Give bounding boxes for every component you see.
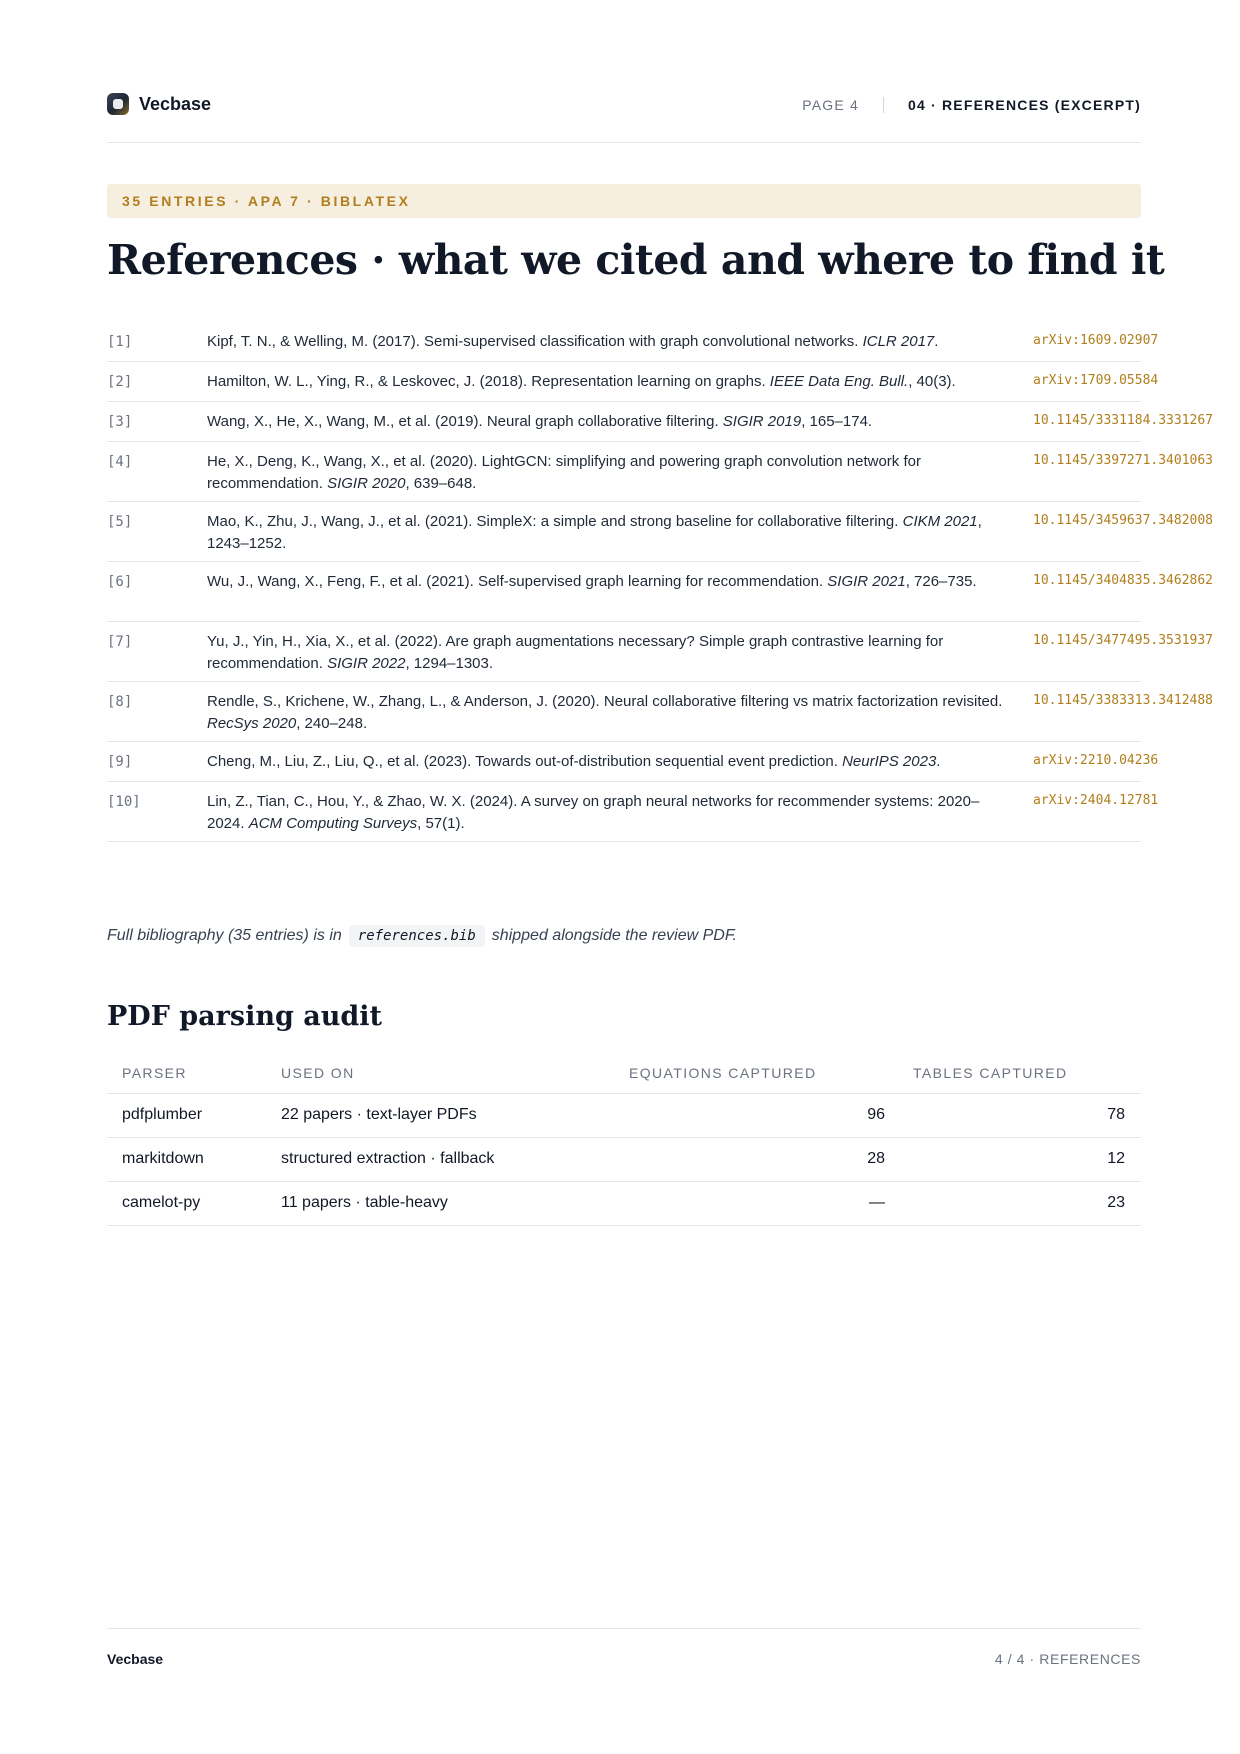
reference-number: [6]: [107, 574, 133, 590]
citation-text: Hamilton, W. L., Ying, R., & Leskovec, J. (2018). Representation learning on graphs.: [207, 373, 770, 390]
reference-number: [1]: [107, 334, 133, 350]
reference-citation: [207, 511, 1007, 555]
bibliography-note: [107, 925, 737, 947]
col-header-used-on: USED ON: [281, 1065, 355, 1081]
reference-link[interactable]: arXiv:2404.12781: [1033, 793, 1159, 808]
reference-citation: [207, 691, 1007, 735]
reference-item: [107, 322, 1159, 362]
reference-number: [7]: [107, 634, 133, 650]
reference-number: [5]: [107, 514, 133, 530]
citation-venue: RecSys 2020: [207, 715, 297, 732]
citation-text: Mao, K., Zhu, J., Wang, J., et al. (2021). SimpleX: a simple and strong baseline for collaborative filtering.: [207, 513, 903, 530]
reference-item: [107, 562, 1214, 622]
reference-item: [107, 502, 1214, 562]
col-header-equations: EQUATIONS CAPTURED: [629, 1065, 817, 1081]
kicker-banner: [107, 184, 1141, 218]
reference-link[interactable]: 10.1145/3459637.3482008: [1033, 513, 1214, 528]
reference-link[interactable]: 10.1145/3404835.3462862: [1033, 573, 1214, 588]
page-title: References · what we cited and where to find it: [107, 236, 1165, 284]
col-header-parser: PARSER: [122, 1065, 187, 1081]
reference-item: [107, 682, 1214, 742]
reference-number: [2]: [107, 374, 133, 390]
citation-pages: , 1294–1303.: [405, 655, 494, 672]
citation-venue: SIGIR 2020: [327, 475, 406, 492]
tables-cell: 78: [1107, 1106, 1125, 1123]
citation-pages: , 1243–1252.: [207, 513, 982, 552]
tables-cell: 23: [1107, 1194, 1125, 1211]
citation-text: Yu, J., Yin, H., Xia, X., et al. (2022). Are graph augmentations necessary? Simple graph contrastive learning for recommendation.: [207, 633, 944, 672]
footer-brand: Vecbase: [107, 1651, 164, 1667]
equations-cell: —: [869, 1194, 885, 1211]
citation-text: He, X., Deng, K., Wang, X., et al. (2020). LightGCN: simplifying and powering graph convolution network for recommendation.: [207, 453, 921, 492]
parser-cell: camelot-py: [122, 1194, 201, 1211]
reference-link[interactable]: arXiv:1709.05584: [1033, 373, 1159, 388]
citation-venue: ACM Computing Surveys: [248, 815, 418, 832]
reference-citation: [207, 791, 1007, 835]
used-on-cell: 22 papers · text-layer PDFs: [281, 1106, 477, 1123]
citation-text: Cheng, M., Liu, Z., Liu, Q., et al. (2023). Towards out-of-distribution sequential event prediction.: [207, 753, 843, 770]
reference-citation: [207, 571, 1007, 593]
reference-number: [9]: [107, 754, 133, 770]
reference-list: [107, 322, 1214, 842]
footer-page-info: 4 / 4 · REFERENCES: [994, 1651, 1141, 1667]
citation-pages: , 240–248.: [296, 715, 368, 732]
reference-number: [10]: [107, 794, 141, 810]
equations-cell: 96: [867, 1106, 885, 1123]
citation-text: Kipf, T. N., & Welling, M. (2017). Semi-supervised classification with graph convolutional networks.: [207, 333, 863, 350]
reference-item: [107, 402, 1214, 442]
parser-cell: pdfplumber: [122, 1106, 203, 1123]
audit-table: [107, 1050, 1141, 1226]
reference-citation: [207, 411, 1007, 433]
reference-citation: [207, 371, 1007, 393]
citation-text: Wang, X., He, X., Wang, M., et al. (2019). Neural graph collaborative filtering.: [207, 413, 723, 430]
reference-item: [107, 442, 1214, 502]
tables-cell: 12: [1107, 1150, 1125, 1167]
header-meta: [802, 97, 1141, 113]
citation-venue: NeurIPS 2023: [842, 753, 937, 770]
reference-link[interactable]: 10.1145/3477495.3531937: [1033, 633, 1214, 648]
parser-cell: markitdown: [122, 1150, 204, 1167]
audit-table-body: [107, 1094, 1141, 1226]
citation-text: Lin, Z., Tian, C., Hou, Y., & Zhao, W. X. (2024). A survey on graph neural networks for recommender systems: 2020–2024.: [207, 793, 980, 832]
audit-heading: PDF parsing audit: [107, 1001, 382, 1032]
page-label: PAGE 4: [802, 97, 859, 113]
reference-item: [107, 622, 1214, 682]
note-text-after: shipped alongside the review PDF.: [491, 927, 737, 944]
page-header: [107, 90, 1141, 143]
section-label: 04 · REFERENCES (EXCERPT): [907, 97, 1141, 113]
logo-icon: [107, 93, 129, 115]
citation-venue: CIKM 2021: [902, 513, 978, 530]
citation-pages: , 726–735.: [905, 573, 977, 590]
brand-name: Vecbase: [139, 93, 212, 114]
reference-citation: [207, 631, 1007, 675]
reference-citation: [207, 331, 1007, 353]
reference-number: [4]: [107, 454, 133, 470]
reference-link[interactable]: 10.1145/3331184.3331267: [1033, 413, 1214, 428]
citation-venue: SIGIR 2019: [722, 413, 802, 430]
kicker-text: 35 ENTRIES · APA 7 · BIBLATEX: [122, 193, 411, 209]
citation-pages: , 165–174.: [801, 413, 873, 430]
used-on-cell: 11 papers · table-heavy: [281, 1194, 448, 1211]
table-row: [107, 1094, 1141, 1138]
reference-number: [3]: [107, 414, 133, 430]
citation-pages: .: [936, 753, 941, 770]
reference-link[interactable]: arXiv:1609.02907: [1033, 333, 1159, 348]
citation-pages: , 57(1).: [417, 815, 465, 832]
citation-text: Rendle, S., Krichene, W., Zhang, L., & Anderson, J. (2020). Neural collaborative filtering vs matrix factorization revisited.: [207, 693, 1003, 710]
citation-venue: SIGIR 2022: [327, 655, 406, 672]
table-row: [107, 1182, 1141, 1226]
equations-cell: 28: [867, 1150, 885, 1167]
citation-text: Wu, J., Wang, X., Feng, F., et al. (2021). Self-supervised graph learning for recommendation.: [207, 573, 828, 590]
citation-pages: , 639–648.: [405, 475, 477, 492]
reference-item: [107, 742, 1159, 782]
reference-link[interactable]: 10.1145/3397271.3401063: [1033, 453, 1214, 468]
used-on-cell: structured extraction · fallback: [281, 1150, 495, 1167]
page-footer: [107, 1628, 1141, 1679]
reference-item: [107, 362, 1159, 402]
brand: [107, 93, 211, 115]
reference-number: [8]: [107, 694, 133, 710]
col-header-tables: TABLES CAPTURED: [913, 1065, 1068, 1081]
citation-venue: SIGIR 2021: [827, 573, 906, 590]
citation-venue: IEEE Data Eng. Bull.: [769, 373, 909, 390]
citation-venue: ICLR 2017: [862, 333, 935, 350]
reference-citation: [207, 751, 1007, 773]
reference-link[interactable]: 10.1145/3383313.3412488: [1033, 693, 1214, 708]
citation-pages: , 40(3).: [908, 373, 956, 390]
table-row: [107, 1138, 1141, 1182]
audit-table-header: [107, 1050, 1141, 1094]
citation-pages: .: [934, 333, 939, 350]
header-divider: [883, 97, 884, 113]
reference-citation: [207, 451, 1007, 495]
note-text-before: Full bibliography (35 entries) is in: [107, 927, 342, 944]
reference-link[interactable]: arXiv:2210.04236: [1033, 753, 1159, 768]
reference-item: [107, 782, 1159, 842]
bib-filename: references.bib: [349, 925, 485, 947]
